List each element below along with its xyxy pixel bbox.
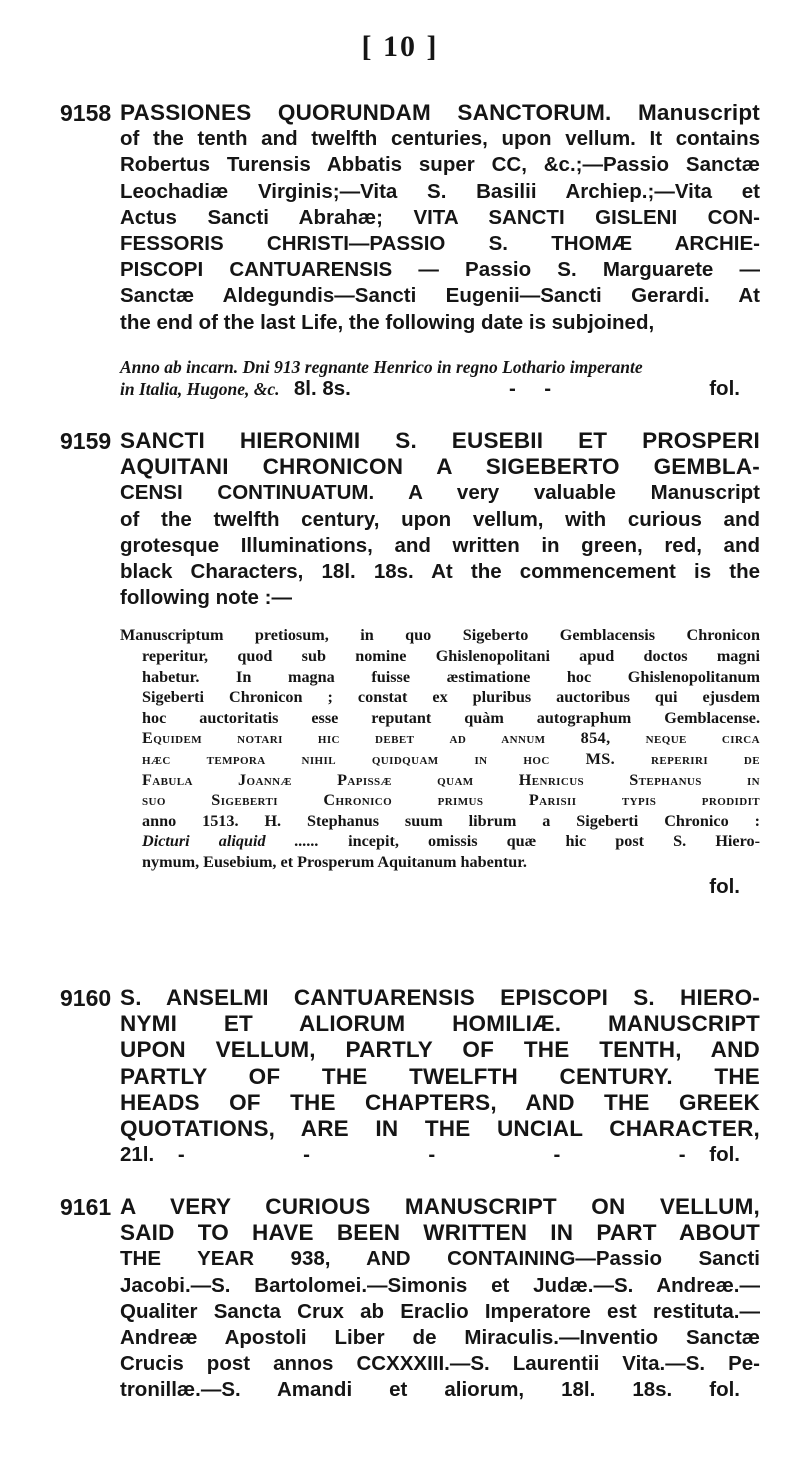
entry-line: black Characters, 18l. 18s. At the commencement is the [120, 560, 760, 584]
entry-description [120, 1194, 760, 1404]
note-italic: Dicturi aliquid ...... [142, 832, 319, 851]
catalogue-entry-9158 [60, 100, 760, 400]
entry-line: Actus Sancti Abrahæ; VITA SANCTI GISLENI CON- [120, 205, 760, 229]
dateline-text: in Italia, Hugone, &c. [120, 378, 280, 399]
format-label: fol. [709, 874, 740, 898]
note-line: hoc auctoritatis esse reputant quàm autographum Gemblacense. [142, 708, 760, 727]
entry-line: CENSI CONTINUATUM. A very valuable Manuscript [120, 481, 760, 505]
entry-line: of the tenth and twelfth centuries, upon vellum. It contains [120, 127, 760, 151]
note-text: incepit, omissis quæ hic post S. Hiero- [348, 832, 760, 851]
entry-line: tronillæ.—S. Amandi et aliorum, 18l. 18s. [120, 1378, 673, 1402]
catalogue-entry-9159 [60, 428, 760, 899]
entry-line: Crucis post annos CCXXXIII.—S. Laurentii Vita.—S. Pe- [120, 1352, 760, 1376]
format-label: fol. [709, 376, 740, 400]
entry-line: PARTLY OF THE TWELFTH CENTURY. THE [120, 1063, 760, 1089]
entry-line: HEADS OF THE CHAPTERS, AND THE GREEK [120, 1089, 760, 1115]
note-line: suo Sigeberti Chronico primus Parisii typis prodidit [142, 791, 760, 810]
quoted-note [120, 625, 760, 872]
entry-line: AQUITANI CHRONICON A SIGEBERTO GEMBLA- [120, 454, 760, 480]
catalogue-entry-9160 [60, 985, 760, 1168]
entry-line: the end of the last Life, the following date is subjoined, [120, 310, 655, 334]
price: 8l. 8s. [293, 376, 351, 400]
entry-description [120, 428, 760, 611]
catalogue-entry-9161 [60, 1194, 760, 1404]
entry-line: QUOTATIONS, ARE IN THE UNCIAL CHARACTER, [120, 1116, 760, 1142]
format-label: fol. [709, 1378, 740, 1402]
entry-line: THE YEAR 938, AND CONTAINING—Passio Sancti [120, 1247, 760, 1271]
note-line: Equidem notari hic debet ad annum 854, neque circa [142, 729, 760, 748]
entry-line: Qualiter Sancta Crux ab Eraclio Imperatore est restituta.— [120, 1299, 760, 1323]
note-line [120, 831, 760, 852]
dateline-text: Anno ab incarn. Dni 913 regnante Henrico in regno Lothario imperante [120, 356, 643, 377]
entry-line: Robertus Turensis Abbatis super CC, &c.;—Passio Sanctæ [120, 153, 760, 177]
entry-line: Sanctæ Aldegundis—Sancti Eugenii—Sancti Gerardi. At [120, 284, 760, 308]
entry-line: A VERY CURIOUS MANUSCRIPT ON VELLUM, [120, 1194, 760, 1219]
entry-description [120, 985, 760, 1168]
entry-line: FESSORIS CHRISTI—PASSIO S. THOMÆ ARCHIE- [120, 232, 760, 256]
entry-line: SANCTI HIERONIMI S. EUSEBII ET PROSPERI [120, 428, 760, 453]
note-line: anno 1513. H. Stephanus suum librum a Sigeberti Chronico : [142, 811, 760, 830]
entry-line: S. ANSELMI CANTUARENSIS EPISCOPI S. HIERO- [120, 985, 760, 1010]
entry-line: grotesque Illuminations, and written in green, red, and [120, 533, 760, 557]
lot-number: 9160 [60, 985, 112, 1011]
entry-line: PISCOPI CANTUARENSIS — Passio S. Marguarete — [120, 258, 760, 282]
entry-line: NYMI ET ALIORUM HOMILIÆ. MANUSCRIPT [120, 1011, 760, 1037]
lot-number: 9158 [60, 100, 112, 126]
entry-line: Andreæ Apostoli Liber de Miraculis.—Inventio Sanctæ [120, 1326, 760, 1350]
format-label: fol. [709, 1143, 741, 1167]
note-line: Manuscriptum pretiosum, in quo Sigeberto Gemblacensis Chronicon [120, 626, 760, 645]
leader-dashes: - - - - - [177, 1143, 686, 1167]
subjoined-date [120, 356, 760, 400]
note-line: reperitur, quod sub nomine Ghislenopolitani apud doctos magni [142, 647, 760, 666]
entry-line: PASSIONES QUORUNDAM SANCTORUM. Manuscript [120, 100, 760, 125]
page-number: [ 10 ] [361, 30, 439, 63]
note-line: nymum, Eusebium, et Prosperum Aquitanum habentur. [142, 852, 527, 871]
price: 21l. [120, 1143, 155, 1167]
entry-line: of the twelfth century, upon vellum, with curious and [120, 507, 760, 531]
entry-description [120, 100, 760, 336]
entry-line: following note :— [120, 586, 292, 610]
lot-number: 9159 [60, 428, 112, 454]
leader-dashes: - - [508, 376, 552, 400]
note-line: habetur. In magna fuisse æstimatione hoc Ghislenopolitanum [142, 667, 760, 686]
entry-line: Leochadiæ Virginis;—Vita S. Basilii Archiep.;—Vita et [120, 179, 760, 203]
note-line: hæc tempora nihil quidquam in hoc MS. reperiri de [142, 749, 760, 768]
entry-line: Jacobi.—S. Bartolomei.—Simonis et Judæ.—S. Andreæ.— [120, 1273, 760, 1297]
entry-line: SAID TO HAVE BEEN WRITTEN IN PART ABOUT [120, 1220, 760, 1246]
note-line: Fabula Joannæ Papissæ quam Henricus Stephanus in [142, 770, 760, 789]
lot-number: 9161 [60, 1194, 112, 1220]
entry-line: UPON VELLUM, PARTLY OF THE TENTH, AND [120, 1037, 760, 1063]
note-line: Sigeberti Chronicon ; constat ex pluribus auctoribus qui ejusdem [142, 688, 760, 707]
